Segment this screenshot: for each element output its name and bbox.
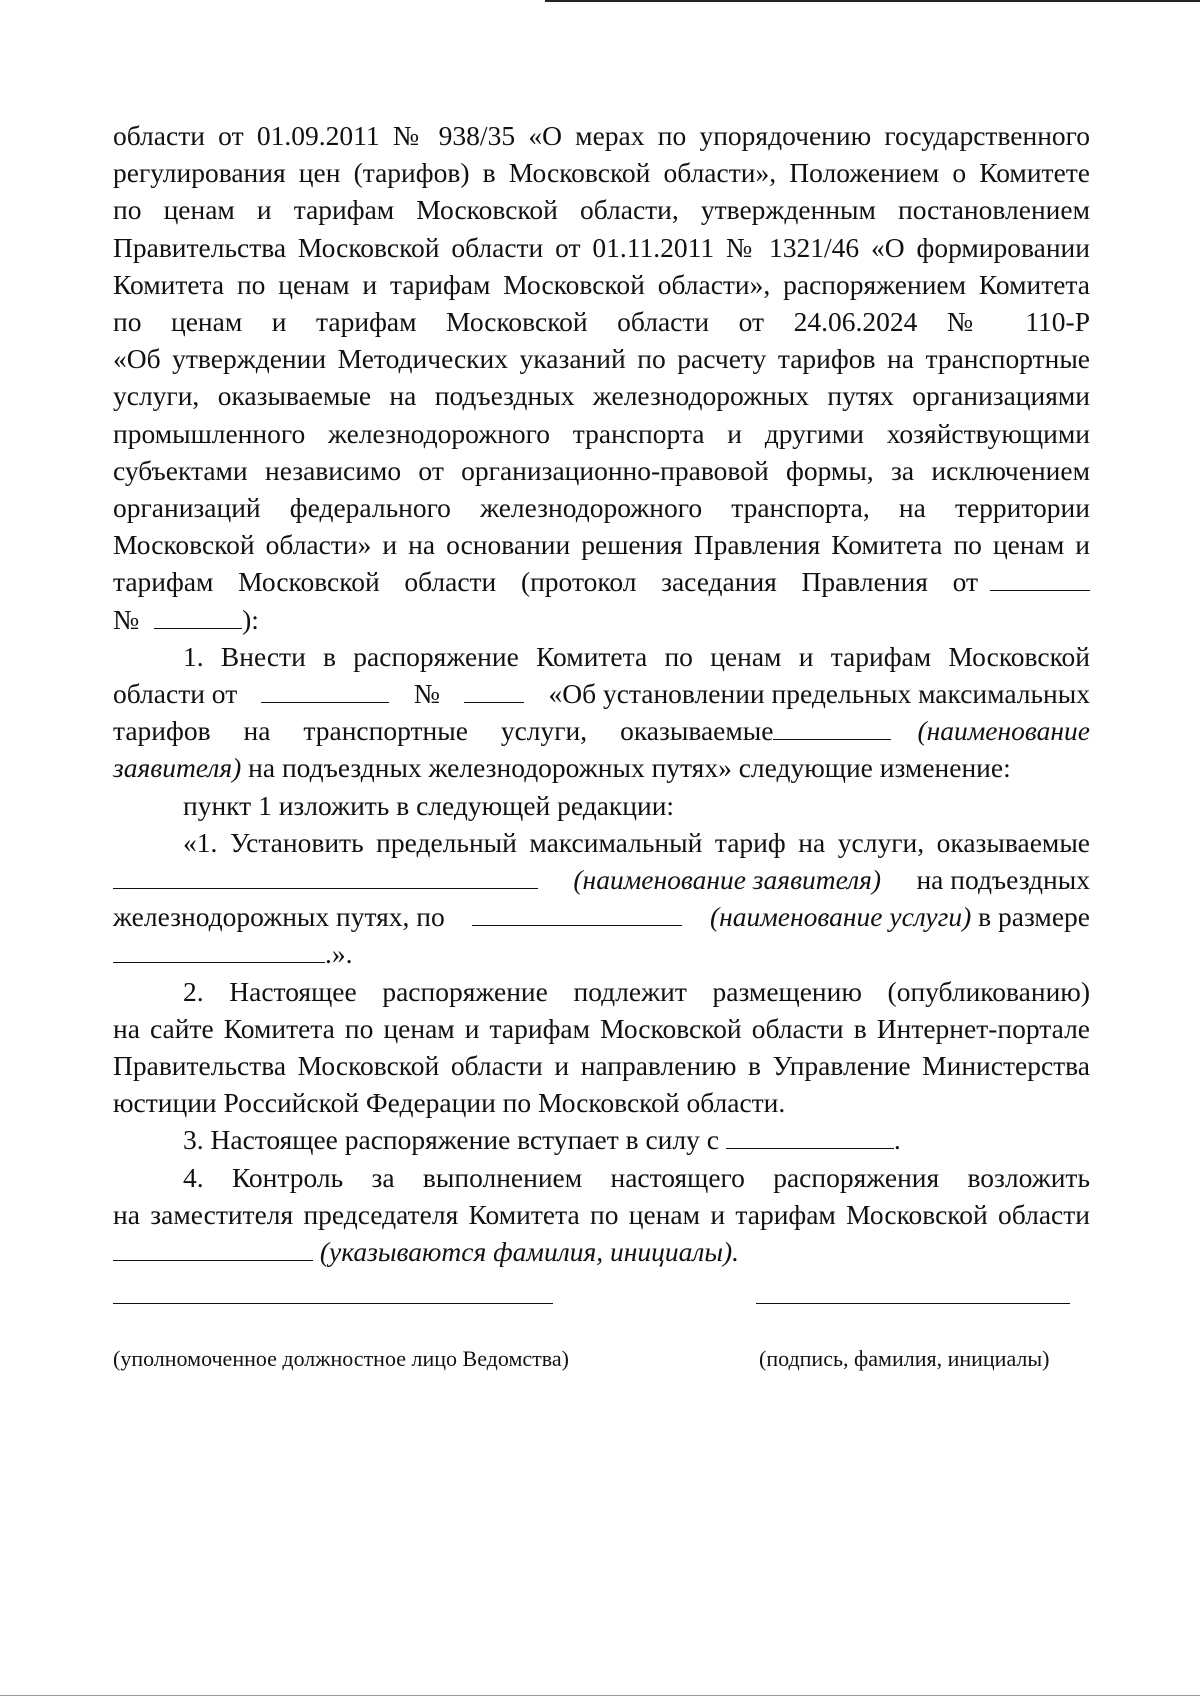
- intro-line-number: [113, 601, 1090, 638]
- intro-line: промышленного железнодорожного транспорта и другими хозяйствующими: [113, 417, 1090, 449]
- intro-line: по ценам и тарифам Московской области, утвержденным постановлением: [113, 194, 1090, 226]
- intro-line: субъектами независимо от организационно-правовой формы, за исключением: [113, 454, 1090, 486]
- official-signature-line: [113, 1303, 553, 1304]
- applicant-blank: [773, 713, 891, 740]
- intro-line-protocol: [113, 563, 1090, 600]
- intro-line: по ценам и тарифам Московской области от 24.06.2024 № 110-Р: [113, 306, 1090, 338]
- item1-text: .».: [325, 938, 353, 970]
- item2-line: на сайте Комитета по ценам и тарифам Московской области в Интернет-портале: [113, 1012, 1090, 1044]
- item4-line: на заместителя председателя Комитета по ценам и тарифам Московской области: [113, 1198, 1090, 1230]
- item1-tail: [710, 898, 1090, 935]
- name-signature-line: [756, 1303, 1070, 1304]
- item3-line: [113, 1121, 1090, 1158]
- service-blank: [472, 899, 682, 926]
- item1-line: [113, 712, 1090, 749]
- item1-line: [113, 861, 1090, 898]
- item1-text: железнодорожных путях, по: [113, 901, 445, 933]
- intro-closing: ):: [242, 603, 259, 635]
- item3-text: .: [893, 1124, 901, 1156]
- intro-line: Правительства Московской области от 01.11.2011 № 1321/46 «О формировании: [113, 231, 1090, 263]
- item2-line: 2. Настоящее распоряжение подлежит размещению (опубликованию): [183, 975, 1090, 1007]
- item1-italic: (наименование услуги): [709, 901, 972, 933]
- protocol-number-blank: [154, 602, 242, 629]
- intro-line: организаций федерального железнодорожного транспорта, на территории: [113, 492, 1090, 524]
- item1-line: 1. Внести в распоряжение Комитета по ценам и тарифам Московской: [183, 640, 1090, 672]
- protocol-date-blank: [990, 564, 1090, 591]
- item1-line: пункт 1 изложить в следующей редакции:: [183, 789, 675, 821]
- item1-text: на подъездных железнодорожных путях» следующие изменение:: [241, 752, 1011, 784]
- item1-text: области от: [113, 678, 238, 710]
- item1-line: [113, 675, 1090, 712]
- item4-italic: (указываются фамилия, инициалы).: [319, 1236, 740, 1268]
- item1-italic: заявителя): [113, 752, 242, 784]
- item4-line: 4. Контроль за выполнением настоящего распоряжения возложить: [183, 1161, 1090, 1193]
- signature-caption: (подпись, фамилия, инициалы): [759, 1346, 1050, 1371]
- tariff-amount-blank: [113, 936, 325, 963]
- effective-date-blank: [726, 1122, 894, 1149]
- item1-text: в размере: [971, 901, 1090, 933]
- top-border-line: [545, 0, 1200, 2]
- applicant-name-blank: [113, 862, 538, 889]
- item2-line: Правительства Московской области и направлению в Управление Министерства: [113, 1050, 1090, 1082]
- item1-line: [113, 749, 1090, 786]
- item1-italic: (наименование заявителя): [573, 864, 882, 896]
- item1-line: [113, 935, 1090, 972]
- intro-line: области от 01.09.2011 № 938/35 «О мерах по упорядочению государственного: [113, 120, 1090, 151]
- order-number-blank: [464, 676, 524, 703]
- number-sign: №: [113, 603, 140, 635]
- item4-line: [113, 1233, 1090, 1270]
- intro-line-text: тарифам Московской области (протокол заседания Правления от: [113, 566, 978, 598]
- deputy-name-blank: [113, 1234, 313, 1261]
- item1-line: «1. Установить предельный максимальный тариф на услуги, оказываемые: [183, 826, 1090, 858]
- intro-line: Московской области» и на основании решения Правления Комитета по ценам и: [113, 529, 1090, 561]
- order-date-blank: [261, 676, 389, 703]
- intro-line: услуги, оказываемые на подъездных железнодорожных путях организациями: [113, 380, 1090, 412]
- intro-line: регулирования цен (тарифов) в Московской области», Положением о Комитете: [113, 157, 1090, 189]
- item1-text: тарифов на транспортные услуги, оказываемые: [113, 715, 774, 747]
- item1-text: «Об установлении предельных максимальных: [548, 678, 1090, 710]
- item3-text: 3. Настоящее распоряжение вступает в силу с: [183, 1124, 719, 1156]
- item1-line: [113, 898, 1090, 935]
- item2-line: юстиции Российской Федерации по Московской области.: [113, 1087, 786, 1119]
- intro-line: «Об утверждении Методических указаний по расчету тарифов на транспортные: [113, 343, 1090, 375]
- number-sign: №: [413, 678, 440, 710]
- intro-line: Комитета по ценам и тарифам Московской области», распоряжением Комитета: [113, 268, 1090, 300]
- official-caption: (уполномоченное должностное лицо Ведомства): [113, 1346, 569, 1371]
- item1-text: на подъездных: [916, 864, 1090, 896]
- document-body: [113, 117, 1090, 1270]
- item1-italic: (наименование: [917, 715, 1090, 747]
